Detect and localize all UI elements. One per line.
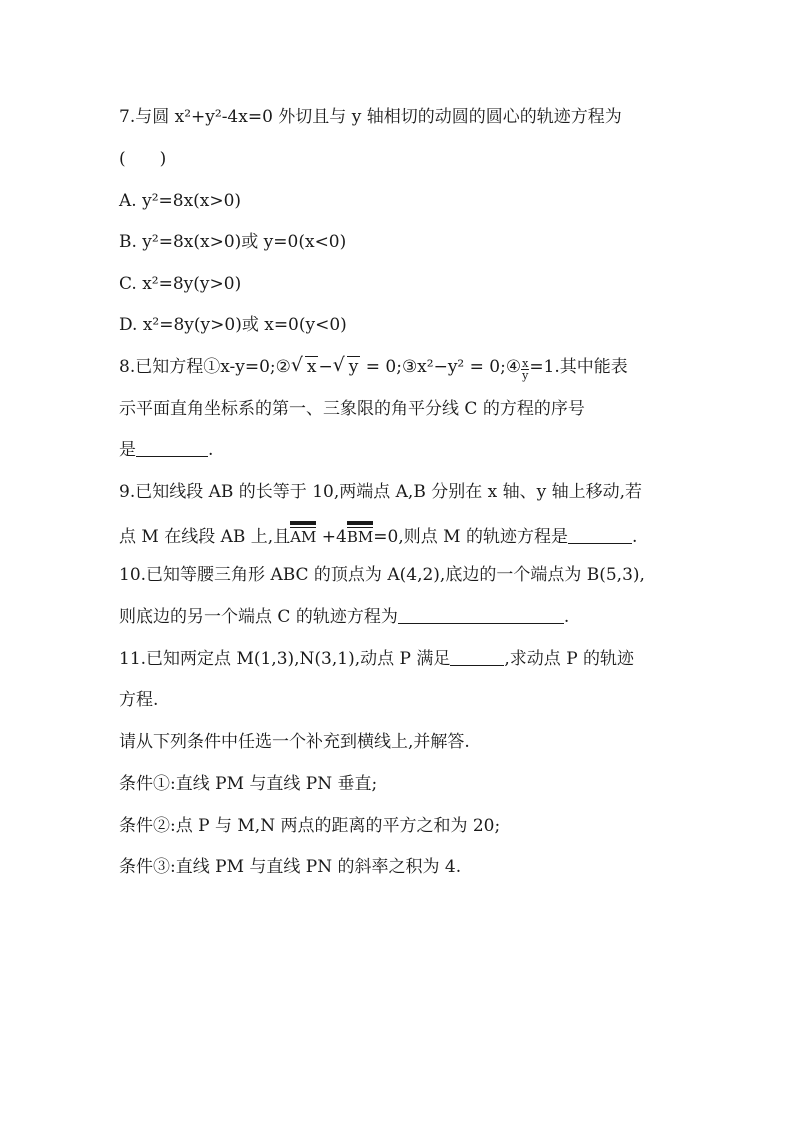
q11-condition-1: 条件①:直线 PM 与直线 PN 垂直; — [119, 774, 378, 794]
q9-line2 — [119, 523, 637, 548]
q8-line3-suffix: . — [208, 440, 214, 460]
q11-line1-prefix: 11.已知两定点 M(1,3),N(3,1),动点 P 满足 — [119, 649, 451, 669]
q8-line3 — [119, 439, 213, 461]
q7-option-a: A. y²=8x(x>0) — [119, 191, 242, 211]
q9-line2-suffix: . — [631, 527, 638, 547]
q11-condition-2: 条件②:点 P 与 M,N 两点的距离的平方之和为 20; — [119, 816, 501, 836]
q8-line3-prefix: 是 — [119, 440, 136, 460]
answer-blank[interactable] — [136, 440, 208, 457]
q11-condition-3: 条件③:直线 PM 与直线 PN 的斜率之积为 4. — [119, 857, 462, 877]
q7-stem: 7.与圆 x²+y²-4x=0 外切且与 y 轴相切的动圆的圆心的轨迹方程为 — [119, 107, 622, 127]
q9-line1: 9.已知线段 AB 的长等于 10,两端点 A,B 分别在 x 轴、y 轴上移动,若 — [119, 482, 643, 502]
q9-line2-mid: =0,则点 M 的轨迹方程是 — [373, 527, 568, 547]
answer-blank[interactable] — [450, 649, 504, 666]
q7-option-c: C. x²=8y(y>0) — [119, 274, 242, 294]
q11-instruction: 请从下列条件中任选一个补充到横线上,并解答. — [119, 732, 470, 752]
sqrt-x: √ x — [290, 354, 317, 377]
q8-minus: − — [318, 357, 333, 377]
q8-line1 — [119, 356, 628, 381]
vector-bm: BM — [347, 523, 373, 548]
answer-blank[interactable] — [568, 527, 632, 544]
q7-answer-paren: ( ) — [119, 149, 167, 169]
q10-line1: 10.已知等腰三角形 ABC 的顶点为 A(4,2),底边的一个端点为 B(5,3), — [119, 565, 645, 585]
q11-line1 — [119, 648, 634, 670]
q9-mid: +4 — [316, 527, 347, 547]
q7-option-b: B. y²=8x(x>0)或 y=0(x<0) — [119, 232, 347, 252]
q11-line1-suffix: ,求动点 P 的轨迹 — [504, 649, 635, 669]
q8-eq2-tail: = 0;③x²−y² = 0;④ — [360, 357, 522, 377]
q7-option-d: D. x²=8y(y>0)或 x=0(y<0) — [119, 315, 347, 335]
sqrt-y: √ y — [332, 354, 359, 377]
fraction-x-over-y: $\frac{x}{y}$ — [522, 357, 529, 382]
q10-line2 — [119, 606, 569, 628]
q10-line2-prefix: 则底边的另一个端点 C 的轨迹方程为 — [119, 607, 398, 627]
vector-am: AM — [290, 523, 316, 548]
q11-line2: 方程. — [119, 690, 159, 710]
q8-lead: 8.已知方程①x-y=0;② — [119, 357, 291, 377]
q8-tail: =1.其中能表 — [529, 357, 628, 377]
answer-blank[interactable] — [398, 607, 564, 624]
q9-line2-prefix: 点 M 在线段 AB 上,且 — [119, 527, 291, 547]
q10-line2-suffix: . — [563, 607, 570, 627]
q8-line2: 示平面直角坐标系的第一、三象限的角平分线 C 的方程的序号 — [119, 399, 585, 419]
